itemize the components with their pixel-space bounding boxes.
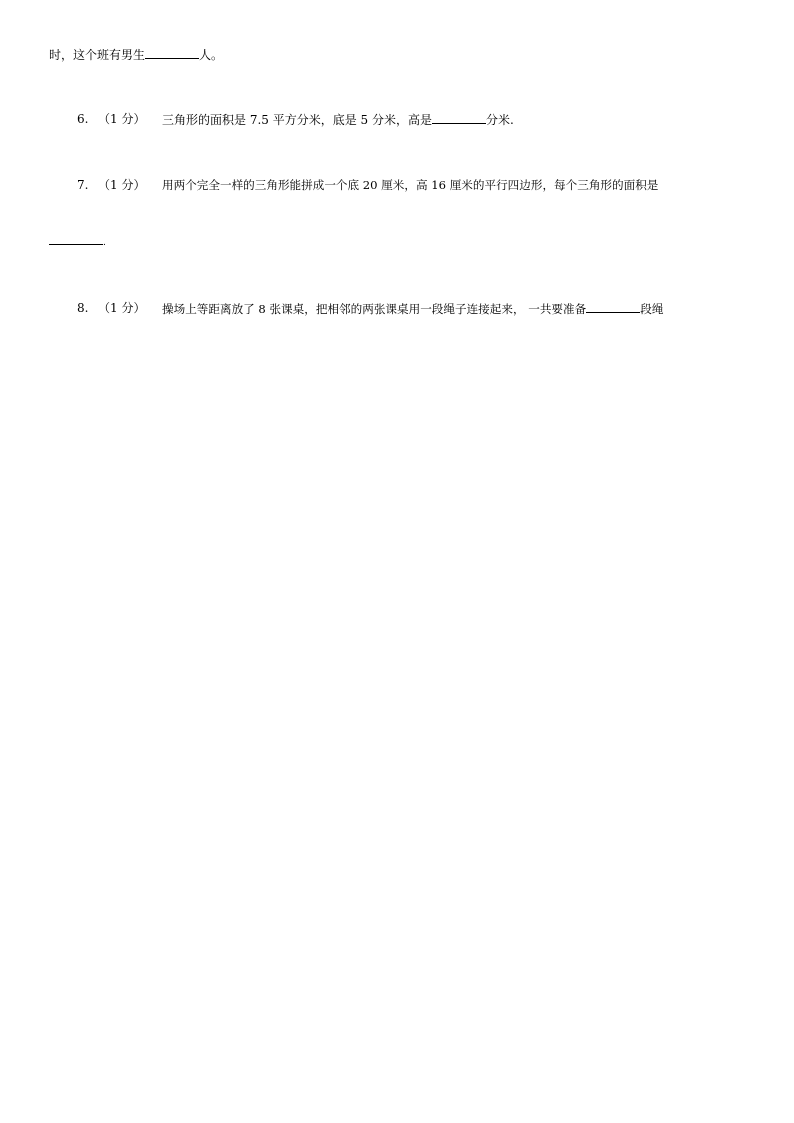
answer-blank-6[interactable] (432, 111, 486, 124)
answer-blank-8[interactable] (586, 300, 640, 313)
question-6-text-before: 三角形的面积是 7.5 平方分米，底是 5 分米，高是 (162, 113, 432, 127)
question-8-text-after: 段绳 (640, 302, 664, 316)
question-8-text-before: 操场上等距离放了 8 张课桌，把相邻的两张课桌用一段绳子连接起来， 一共要准备 (162, 302, 587, 316)
continuation-text-before: 时，这个班有男生 (49, 48, 146, 62)
answer-blank-7[interactable] (49, 243, 103, 245)
question-7-text: 用两个完全一样的三角形能拼成一个底 20 厘米，高 16 厘米的平行四边形，每个三角形的面积是 (162, 178, 659, 192)
question-6-number: 6. (77, 112, 89, 126)
question-6-text (162, 111, 514, 128)
question-7-score: （1 分） (98, 178, 146, 192)
question-8-number: 8. (77, 301, 89, 315)
question-6-text-after: 分米. (485, 113, 514, 127)
question-8-score: （1 分） (98, 301, 146, 315)
question-8-text (162, 300, 663, 317)
question-7-line2-after: . (103, 238, 106, 248)
question-5-continuation (49, 46, 223, 63)
question-7-number: 7. (77, 178, 89, 192)
answer-blank-5[interactable] (145, 46, 199, 59)
question-6-score: （1 分） (98, 112, 146, 126)
continuation-text-after: 人。 (199, 48, 224, 62)
